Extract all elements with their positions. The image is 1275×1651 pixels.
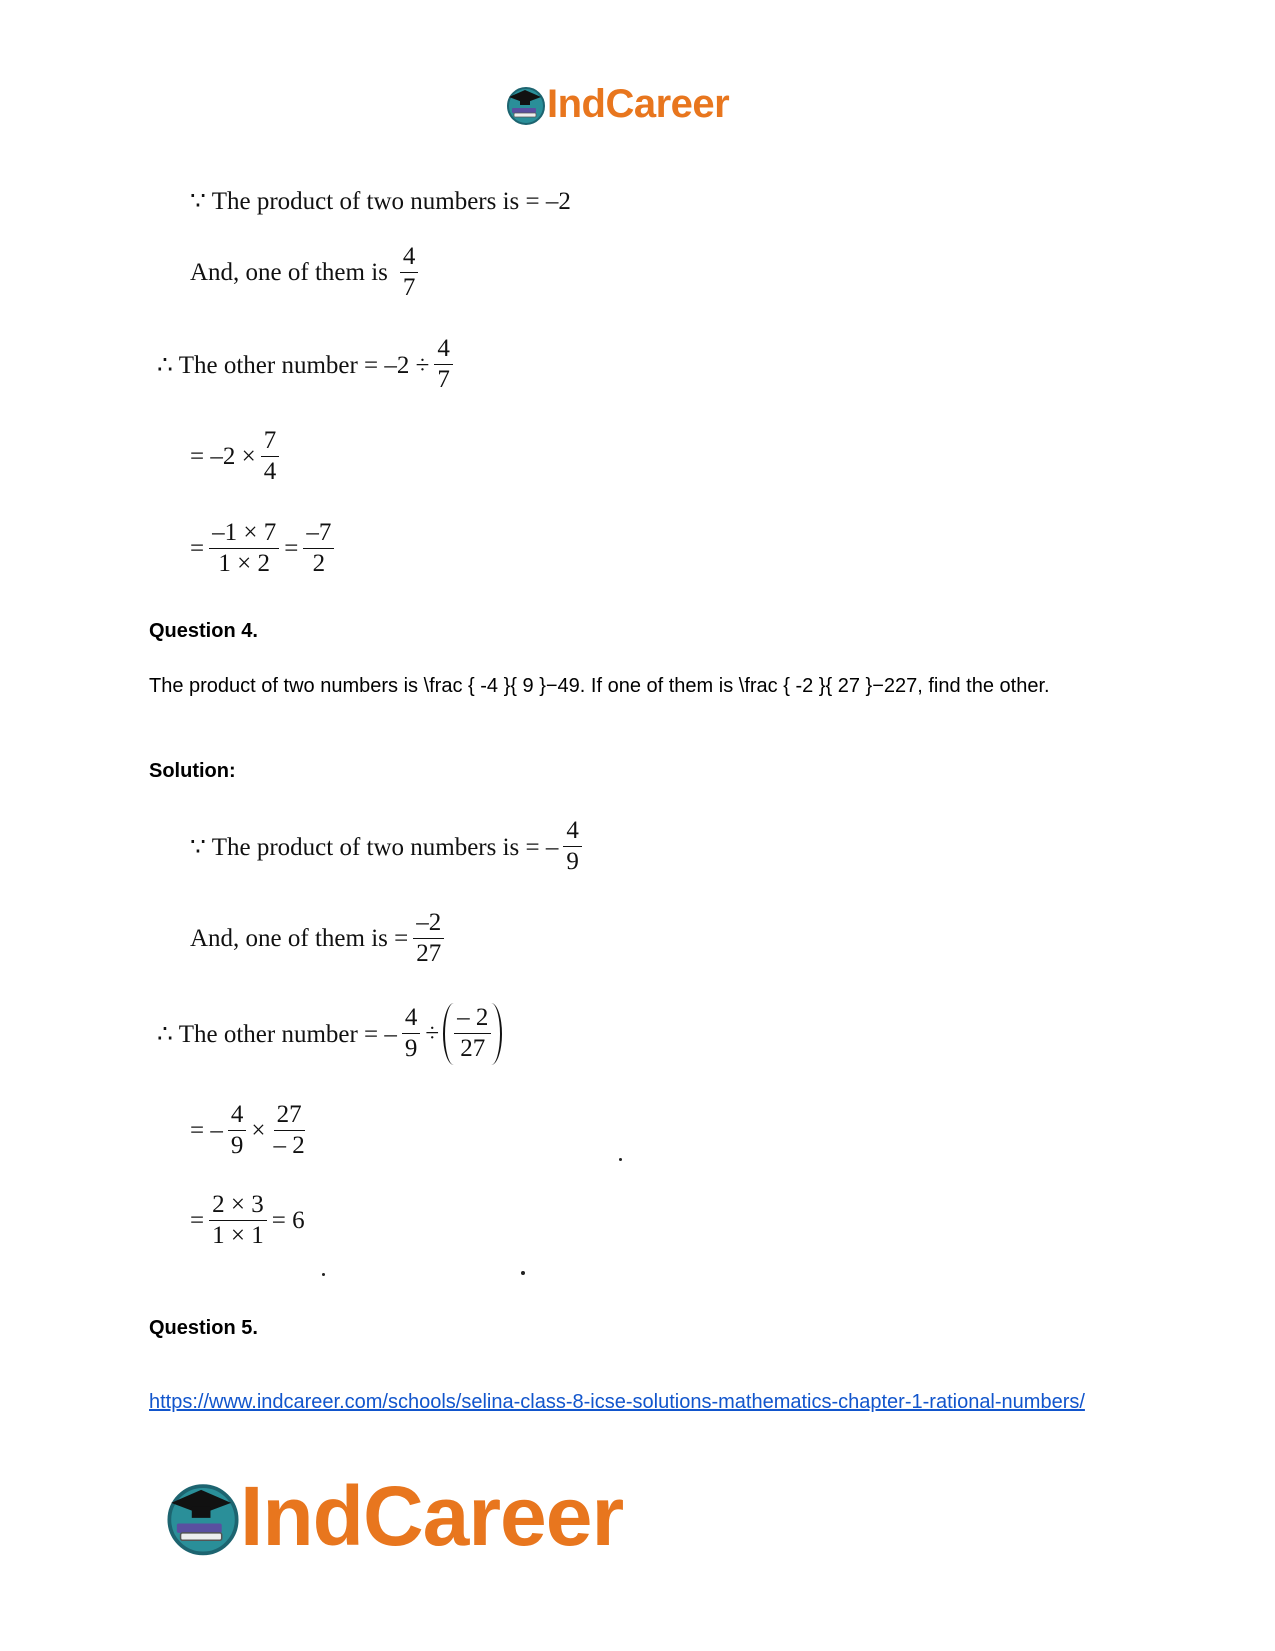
fraction: $\frac{7}{4}$ xyxy=(261,428,280,486)
fraction: $\frac{- 2}{27}$ xyxy=(454,1005,491,1063)
question-5-heading: Question 5. xyxy=(149,1317,258,1339)
fraction: $\frac{4}{9}$ xyxy=(228,1102,247,1160)
sol3-line3-text: ∴ The other number = –2 ÷ xyxy=(157,351,430,379)
question-4-heading: Question 4. xyxy=(149,620,258,642)
header-logo-text: IndCareer xyxy=(547,82,730,126)
sol4-line2-text: And, one of them is = xyxy=(190,924,409,952)
fraction: $\frac{2 \times 3}{1 \times 1}$ xyxy=(209,1192,267,1250)
footer-logo-text: IndCareer xyxy=(240,1469,624,1563)
scan-speck xyxy=(521,1271,525,1275)
sol4-line4: = – $\frac{4}{9}$ × $\frac{27}{- 2}$ xyxy=(190,1102,313,1160)
sol3-line2 xyxy=(190,244,423,302)
sol4-line1 xyxy=(190,818,587,876)
header-logo xyxy=(503,80,729,128)
fraction: $\frac{4}{7}$ xyxy=(400,244,419,302)
sol3-line3 xyxy=(157,336,458,394)
fraction: $\frac{27}{- 2}$ xyxy=(273,1101,305,1160)
sol4-line1-text: ∵ The product of two numbers is = – xyxy=(190,833,559,861)
fraction: $\frac{4}{9}$ xyxy=(563,818,582,876)
sol3-line4 xyxy=(190,428,284,486)
scan-speck xyxy=(322,1273,325,1276)
graduation-books-icon xyxy=(503,81,549,127)
sol4-line2 xyxy=(190,910,449,968)
source-link[interactable]: https://www.indcareer.com/schools/selina-class-8-icse-solutions-mathematics-chapter-1-rational-numbers/ xyxy=(149,1391,1085,1413)
sol3-line5: = $\frac{-1 \times 7}{1 \times 2}$ = $\frac{-7}{2}$ xyxy=(190,520,339,578)
sol3-line1 xyxy=(190,186,571,216)
sol4-line3: ∴ The other number = – $\frac{4}{9}$ ÷ $\frac{- 2}{27}$ xyxy=(157,1003,502,1065)
fraction: $\frac{-7}{2}$ xyxy=(303,520,334,578)
scan-speck xyxy=(619,1158,622,1161)
fraction: $\frac{-2}{27}$ xyxy=(413,910,444,968)
sol4-line5: = $\frac{2 \times 3}{1 \times 1}$ = 6 xyxy=(190,1191,305,1250)
sol3-line2-text: And, one of them is xyxy=(190,258,388,286)
fraction: $\frac{4}{7}$ xyxy=(434,336,453,394)
parenthesis-group xyxy=(443,1003,502,1065)
fraction: $\frac{-1 \times 7}{1 \times 2}$ xyxy=(209,520,279,578)
fraction: $\frac{4}{9}$ xyxy=(402,1005,421,1063)
sol3-line4-text: = –2 × xyxy=(190,442,256,470)
solution-heading: Solution: xyxy=(149,760,236,782)
graduation-books-icon xyxy=(160,1473,246,1559)
sol3-line1-text: ∵ The product of two numbers is = –2 xyxy=(190,188,571,215)
question-4-text: The product of two numbers is \frac { -4 }{ 9 }−49. If one of them is \frac { -2 }{ 27 }−227, find the other. xyxy=(149,675,1050,697)
sol4-line3-text: ∴ The other number = – xyxy=(157,1020,397,1048)
footer-logo xyxy=(160,1468,623,1564)
